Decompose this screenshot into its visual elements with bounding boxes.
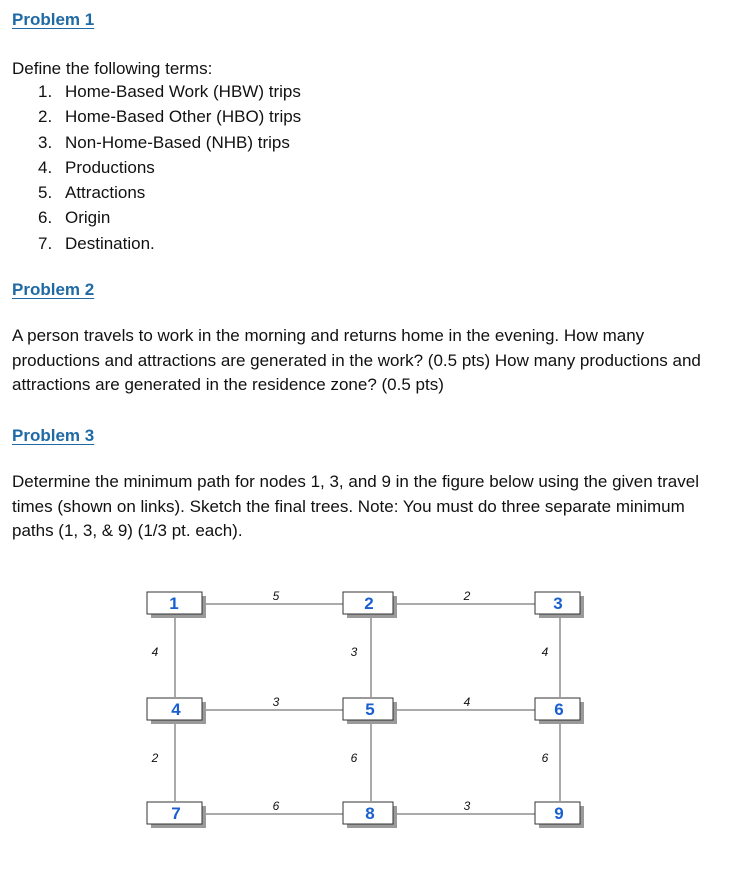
link-time-label: 2 [463, 589, 471, 603]
problem-3-body: Determine the minimum path for nodes 1, 3, and 9 in the figure below using the given travel times (shown on links). Sketch the final trees. Note: You must do three separate minimum paths (1, 3, & 9) (1/3 pt. each). [12, 472, 699, 540]
link-time-label: 3 [272, 695, 280, 709]
node-label: 3 [553, 594, 563, 613]
node-6 [535, 698, 584, 724]
list-item: 5. Attractions [38, 183, 146, 203]
link-time-label: 5 [272, 589, 280, 603]
list-item: 1. Home-Based Work (HBW) trips [38, 82, 301, 101]
list-item: 4. Productions [38, 157, 155, 177]
problem-2-heading: Problem 2 [12, 280, 95, 299]
problem-1-intro: Define the following terms: [12, 59, 213, 78]
node-3 [535, 592, 584, 618]
link-time-label: 6 [350, 751, 358, 765]
problem-3-heading: Problem 3 [12, 426, 95, 445]
node-7 [147, 802, 206, 828]
node-label: 4 [171, 700, 181, 719]
list-item: 3. Non-Home-Based (NHB) trips [38, 132, 290, 152]
link-time-label: 6 [272, 799, 280, 813]
node-label: 9 [554, 804, 564, 823]
link-time-label: 4 [463, 695, 471, 709]
problem-1-heading: Problem 1 [12, 10, 95, 29]
node-8 [343, 802, 397, 828]
node-9 [535, 802, 584, 828]
node-2 [343, 592, 397, 618]
list-item: 2. Home-Based Other (HBO) trips [38, 107, 302, 127]
list-item: 7. Destination. [38, 233, 155, 253]
problem-2-body: A person travels to work in the morning and returns home in the evening. How many productions and attractions are generated in the work? (0.5 pts) How many productions and attractions are generated in the residence zone? (0.5 pts) [12, 326, 701, 394]
node-label: 5 [365, 700, 375, 719]
node-4 [147, 698, 206, 724]
list-item: 6. Origin [38, 208, 111, 228]
node-label: 6 [554, 700, 564, 719]
node-5 [343, 698, 397, 724]
link-time-label: 3 [350, 645, 358, 659]
link-time-label: 4 [151, 645, 159, 659]
node-label: 8 [365, 804, 375, 823]
node-label: 1 [169, 594, 179, 613]
node-1 [147, 592, 206, 618]
link-time-label: 6 [541, 751, 549, 765]
node-label: 2 [364, 594, 374, 613]
node-label: 7 [171, 804, 181, 823]
link-time-label: 3 [463, 799, 471, 813]
link-time-label: 4 [541, 645, 549, 659]
link-time-label: 2 [151, 751, 159, 765]
